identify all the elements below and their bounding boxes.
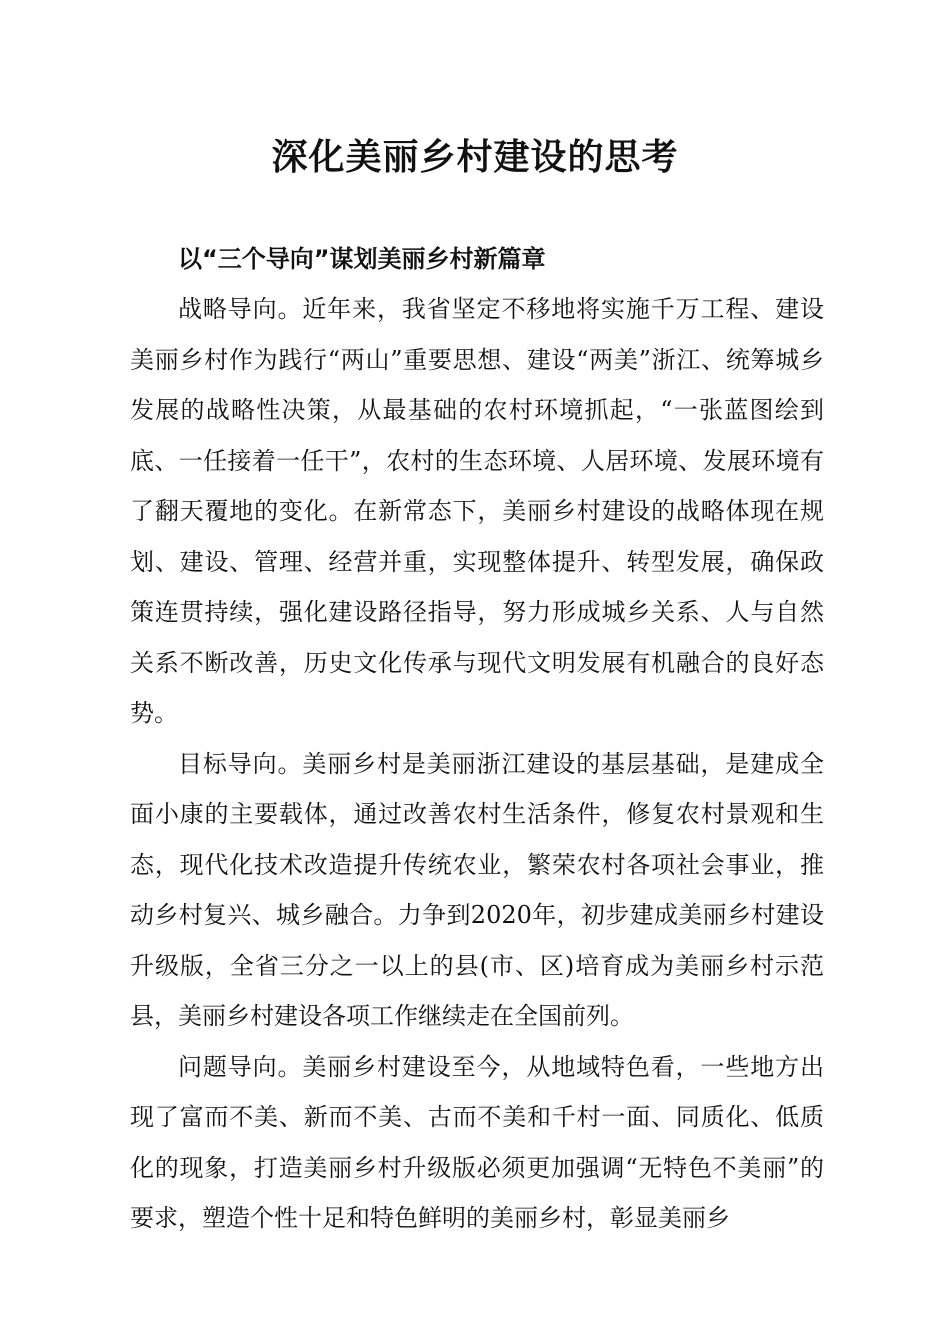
paragraph-goal: 目标导向。美丽乡村是美丽浙江建设的基层基础，是建成全面小康的主要载体，通过改善农村生活条件，修复农村景观和生态，现代化技术改造提升传统农业，繁荣农村各项社会事业，推动乡村复兴、城乡融合。力争到2020年，初步建成美丽乡村建设升级版，全省三分之一以上的县(市、区)培育成为美丽乡村示范县，美丽乡村建设各项工作继续走在全国前列。	[130, 749, 824, 1030]
paragraph-problem: 问题导向。美丽乡村建设至今，从地域特色看，一些地方出现了富而不美、新而不美、古而不美和千村一面、同质化、低质化的现象，打造美丽乡村升级版必须更加强调“无特色不美丽”的要求，塑造个性十足和特色鲜明的美丽乡村，彰显美丽乡	[130, 1052, 824, 1232]
document-body	[130, 284, 824, 1244]
document-title: 深化美丽乡村建设的思考	[271, 137, 679, 178]
paragraph-strategy: 战略导向。近年来，我省坚定不移地将实施千万工程、建设美丽乡村作为践行“两山”重要思想、建设“两美”浙江、统筹城乡发展的战略性决策，从最基础的农村环境抓起，“一张蓝图绘到底、一任接着一任干”，农村的生态环境、人居环境、发展环境有了翻天覆地的变化。在新常态下，美丽乡村建设的战略体现在规划、建设、管理、经营并重，实现整体提升、转型发展，确保政策连贯持续，强化建设路径指导，努力形成城乡关系、人与自然关系不断改善，历史文化传承与现代文明发展有机融合的良好态势。	[130, 295, 824, 727]
section-heading: 以“三个导向”谋划美丽乡村新篇章	[178, 245, 546, 273]
